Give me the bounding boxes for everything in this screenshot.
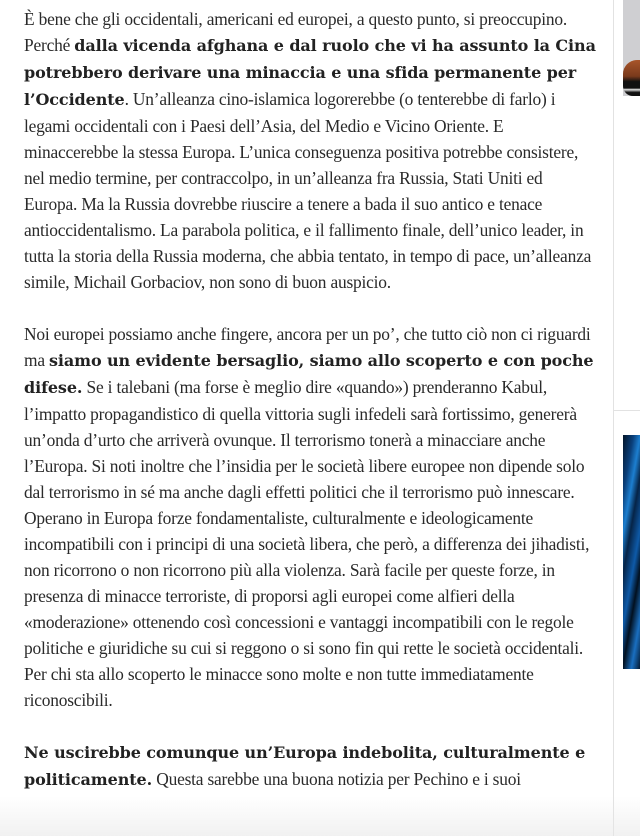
sidebar-divider — [614, 410, 640, 411]
paragraph-3-text-a: Questa sarebbe una buona notizia per Pechino e i suoi — [152, 769, 521, 789]
article-body — [24, 6, 598, 819]
paragraph-2-highlight: siamo un evidente bersaglio, siamo allo scoperto e con poche difese. — [24, 351, 594, 397]
paragraph-1 — [24, 6, 598, 295]
paragraph-1-highlight: dalla vicenda afghana e dal ruolo che vi ha assunto la Cina potrebbero derivare una minaccia e una sfida permanente per l’Occidente — [24, 36, 596, 109]
paragraph-3 — [24, 739, 598, 793]
blue-abstract-image[interactable] — [623, 435, 640, 669]
paragraph-2 — [24, 321, 598, 713]
paragraph-2-text-a: Noi europei possiamo anche fingere, ancora per un po’, che tutto ciò non ci riguardi ma — [24, 324, 591, 370]
paragraph-3-highlight: Ne uscirebbe comunque un’Europa indebolita, culturalmente e politicamente. — [24, 743, 586, 789]
paragraph-1-text-a: È bene che gli occidentali, americani ed europei, a questo punto, si preoccupino. Perché — [24, 9, 567, 55]
column-divider — [613, 0, 614, 836]
paragraph-1-text-b: . Un’alleanza cino-islamica logorerebbe (o tenterebbe di farlo) i legami occidentali con i Paesi dell’Asia, del Medio e Vicino Oriente. E minaccerebbe la stessa Europa. L’unica conseguenza positiva potrebbe consistere, nel medio termine, per contraccolpo, in un’alleanza fra Russia, Stati Uniti ed Europa. Ma la Russia dovrebbe riuscire a tenere a bada il suo antico e tenace antioccidentalismo. La parabola politica, e il fallimento finale, dell’unico leader, in tutta la storia della Russia moderna, che abbia tentato, in tempo di pace, un’alleanza simile, Michail Gorbaciov, non sono di buon auspicio. — [24, 89, 592, 292]
shoe-icon — [623, 60, 640, 96]
shoe-ad-image[interactable] — [623, 0, 640, 96]
paragraph-2-text-b: Se i talebani (ma forse è meglio dire «quando») prenderanno Kabul, l’impatto propagandistico di quella vittoria sugli infedeli sarà fortissimo, genererà un’onda d’urto che arriverà ovunque. Il terrorismo tonerà a minacciare anche l’Europa. Si noti inoltre che l’insidia per le società libere europee non dipende solo dal terrorismo in sé ma anche dagli effetti politici che il terrorismo può innescare. Operano in Europa forze fondamentaliste, culturalmente e ideologicamente incompatibili con i principi di una società libera, che però, a differenza dei jihadisti, non ricorrono o non ricorrono più alla violenza. Sarà facile per queste forze, in presenza di minacce terroriste, di proporsi agli europei come alfieri della «moderazione» ottenendo così concessioni e vantaggi incompatibili con le regole politiche e giuridiche su cui si reggono o si sono fin qui rette le società occidentali. Per chi sta allo scoperto le minacce sono molte e non tutte immediatamente riconoscibili. — [24, 377, 590, 710]
